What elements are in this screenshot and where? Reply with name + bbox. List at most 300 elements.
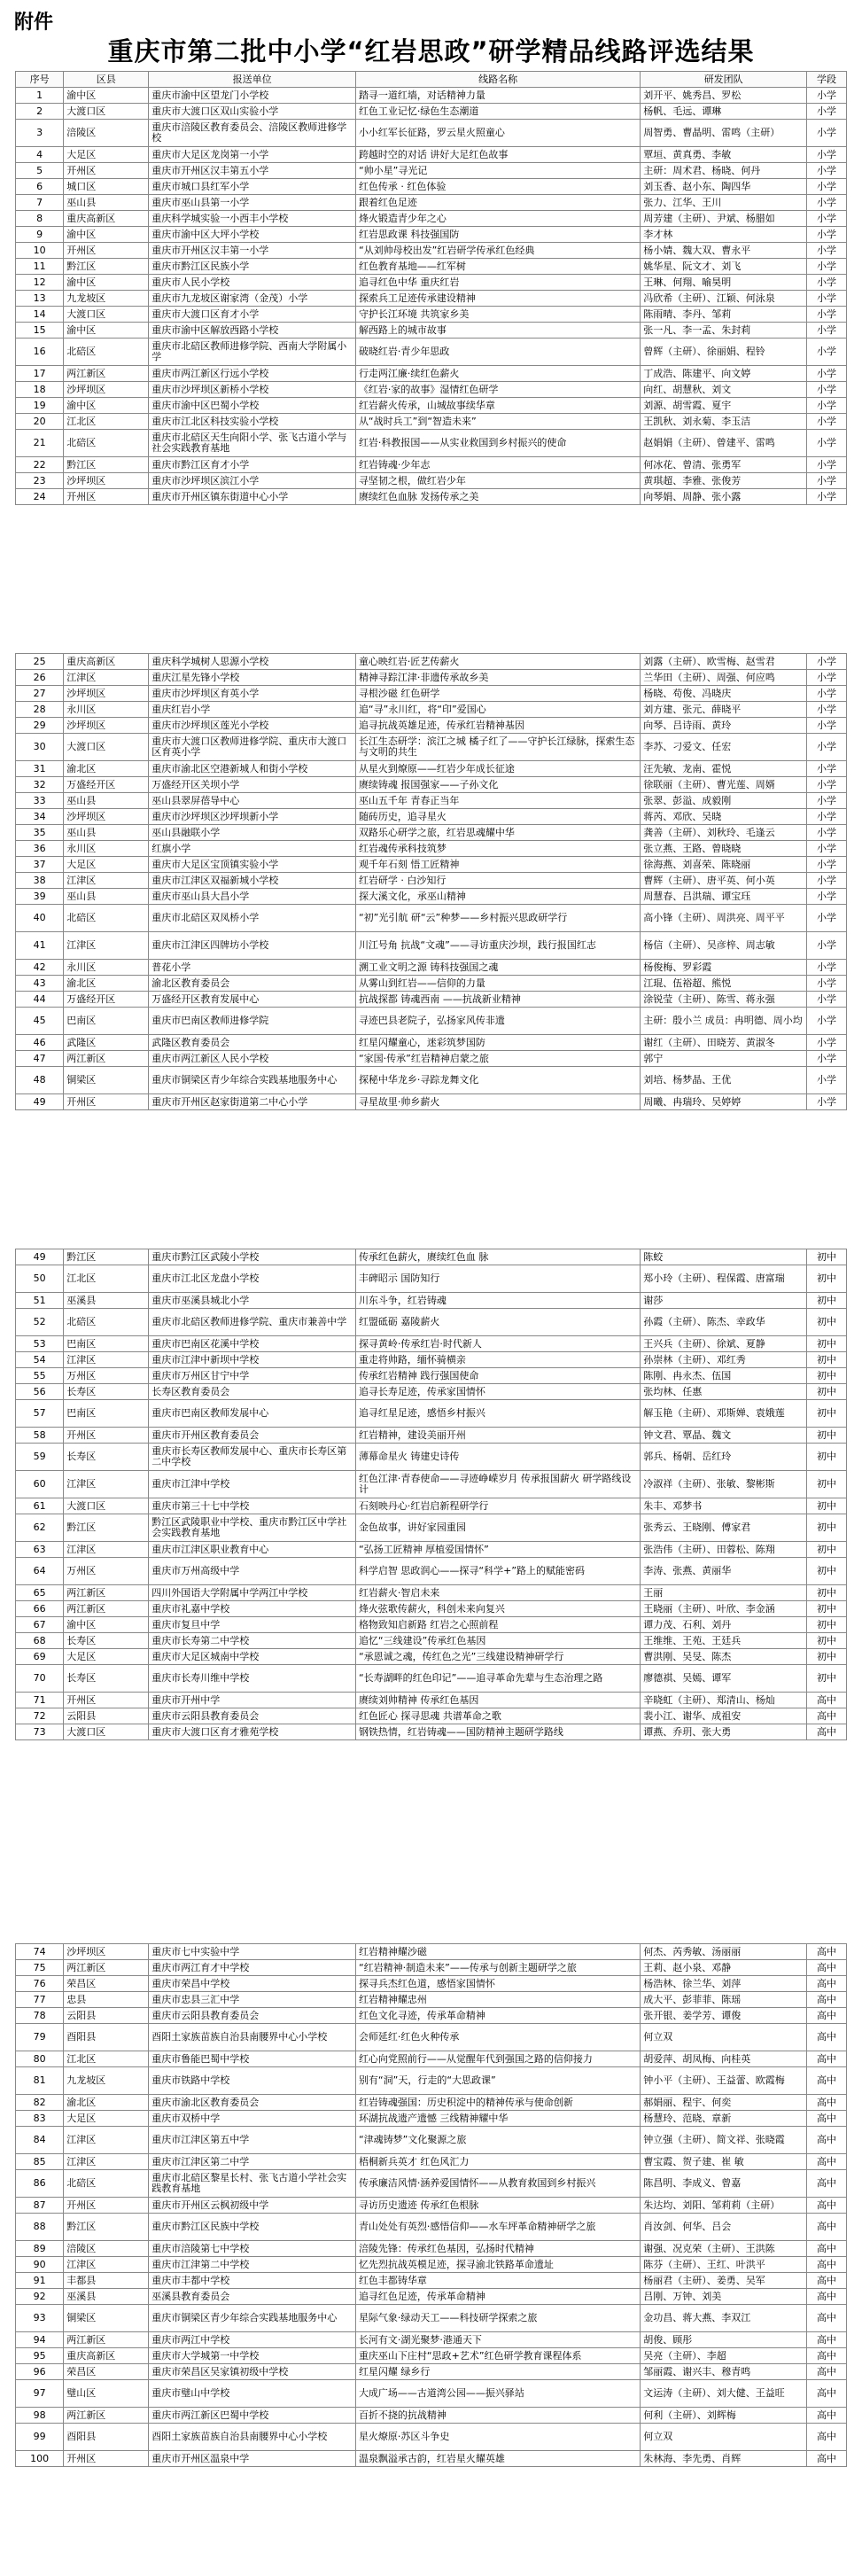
table-row [16, 323, 847, 339]
cell-team: 张浩伟（主研）、田蓉松、陈翔 [641, 1542, 807, 1558]
table-row [16, 857, 847, 873]
cell-district: 重庆高新区 [64, 654, 149, 670]
cell-district: 渝中区 [64, 227, 149, 243]
cell-stage: 高中 [807, 2273, 847, 2289]
cell-team: 张力、江华、王川 [641, 195, 807, 211]
cell-route: 百折不挠的抗战精神 [355, 2408, 640, 2424]
cell-team: 刘源、胡雪霞、夏宇 [641, 398, 807, 414]
cell-team: 曹宝霞、贺子建、崔 敏 [641, 2154, 807, 2170]
cell-index: 71 [16, 1693, 64, 1708]
cell-stage: 高中 [807, 2364, 847, 2380]
cell-unit: 重庆市大学城第一中学校 [149, 2348, 356, 2364]
cell-stage: 高中 [807, 2051, 847, 2067]
cell-route: 追“寻”永川红，将“印”爱国心 [355, 702, 640, 718]
cell-route: 红岩研学 · 白沙知行 [355, 873, 640, 889]
cell-stage: 小学 [807, 889, 847, 905]
table-row [16, 992, 847, 1008]
table-row [16, 473, 847, 489]
cell-district: 万州区 [64, 1368, 149, 1384]
table-row [16, 1384, 847, 1400]
table-header-cell: 区县 [64, 72, 149, 88]
cell-stage: 初中 [807, 1400, 847, 1428]
cell-index: 80 [16, 2051, 64, 2067]
cell-route: 探大溪文化，承巫山精神 [355, 889, 640, 905]
cell-team: 杨信（主研）、吴彦梓、周志敏 [641, 932, 807, 960]
cell-index: 9 [16, 227, 64, 243]
cell-stage: 高中 [807, 1976, 847, 1992]
table-row [16, 873, 847, 889]
cell-district: 江津区 [64, 2154, 149, 2170]
cell-stage: 初中 [807, 1665, 847, 1693]
cell-district: 渝中区 [64, 1617, 149, 1633]
cell-route: 丰碑昭示 国防知行 [355, 1265, 640, 1293]
cell-team: 朱丰、邓梦书 [641, 1498, 807, 1514]
cell-index: 98 [16, 2408, 64, 2424]
cell-team: 郭宁 [641, 1051, 807, 1067]
cell-team: 杨浩林、徐兰华、刘萍 [641, 1976, 807, 1992]
cell-stage: 初中 [807, 1585, 847, 1601]
cell-team: 陈芬（主研）、王红、叶洪平 [641, 2257, 807, 2273]
cell-route: 红岩思政课 科技强国防 [355, 227, 640, 243]
cell-unit: 重庆市渝中区大坪小学校 [149, 227, 356, 243]
table-row [16, 259, 847, 275]
cell-district: 江北区 [64, 414, 149, 430]
cell-unit: 重庆市大渡口区教师进修学院、重庆市大渡口区育英小学 [149, 734, 356, 761]
cell-route: 红星闪耀童心，迷彩筑梦国防 [355, 1035, 640, 1051]
table-row [16, 670, 847, 686]
cell-index: 33 [16, 793, 64, 809]
cell-unit: 重庆市黔江区育才小学 [149, 457, 356, 473]
cell-route: 红星闪耀 绿乡行 [355, 2364, 640, 2380]
cell-index: 53 [16, 1336, 64, 1352]
cell-stage: 初中 [807, 1444, 847, 1471]
cell-route: 破晓红岩·青少年思政 [355, 339, 640, 366]
cell-route: 薄幕命星火 铸建史诗传 [355, 1444, 640, 1471]
table-row [16, 702, 847, 718]
cell-team: 刘培、杨梦晶、王优 [641, 1067, 807, 1094]
cell-stage: 小学 [807, 873, 847, 889]
cell-index: 86 [16, 2170, 64, 2198]
cell-stage: 初中 [807, 1514, 847, 1542]
cell-district: 大渡口区 [64, 1724, 149, 1740]
cell-stage: 小学 [807, 761, 847, 777]
table-row [16, 1665, 847, 1693]
cell-index: 48 [16, 1067, 64, 1094]
table-row [16, 809, 847, 825]
cell-stage: 高中 [807, 2348, 847, 2364]
cell-team: 刘露（主研）、欧雪梅、赵雪君 [641, 654, 807, 670]
cell-stage: 小学 [807, 1035, 847, 1051]
cell-stage: 初中 [807, 1428, 847, 1444]
cell-team: 刘开平、姚秀昌、罗松 [641, 88, 807, 104]
cell-stage: 小学 [807, 777, 847, 793]
cell-unit: 重庆市双桥中学 [149, 2111, 356, 2127]
cell-district: 沙坪坝区 [64, 473, 149, 489]
cell-unit: 重庆市涪陵第七中学校 [149, 2241, 356, 2257]
cell-district: 涪陵区 [64, 2241, 149, 2257]
cell-index: 32 [16, 777, 64, 793]
table-row [16, 1601, 847, 1617]
cell-unit: 重庆市七中实验中学 [149, 1944, 356, 1960]
cell-unit: 重庆市江津区四牌坊小学校 [149, 932, 356, 960]
cell-team: 主研：殷小兰 成员：冉明德、周小均 [641, 1008, 807, 1035]
cell-index: 49 [16, 1249, 64, 1265]
cell-unit: 重庆市长寿川维中学校 [149, 1665, 356, 1693]
cell-team: 赵娟娟（主研）、曾建平、雷鸣 [641, 430, 807, 457]
cell-district: 长寿区 [64, 1384, 149, 1400]
cell-district: 巫山县 [64, 825, 149, 841]
cell-unit: 重庆市江津第二中学校 [149, 2257, 356, 2273]
cell-team: 黄琪超、李雅、张俊芳 [641, 473, 807, 489]
table-row [16, 654, 847, 670]
cell-district: 城口区 [64, 179, 149, 195]
cell-unit: 重庆市开州区汉丰第一小学 [149, 243, 356, 259]
cell-district: 两江新区 [64, 1585, 149, 1601]
cell-route: 探寻黄岭·传承红岩·时代新人 [355, 1336, 640, 1352]
cell-route: 红岩·科教报国——从实业救国到乡村振兴的使命 [355, 430, 640, 457]
cell-route: 红岩精神耀沙磁 [355, 1944, 640, 1960]
cell-stage: 小学 [807, 323, 847, 339]
cell-stage: 小学 [807, 163, 847, 179]
cell-stage: 小学 [807, 702, 847, 718]
cell-district: 长寿区 [64, 1444, 149, 1471]
cell-stage: 高中 [807, 2241, 847, 2257]
cell-route: 解西路上的城市故事 [355, 323, 640, 339]
cell-index: 47 [16, 1051, 64, 1067]
cell-index: 5 [16, 163, 64, 179]
cell-district: 两江新区 [64, 2408, 149, 2424]
page-title: 重庆市第二批中小学“红岩思政”研学精品线路评选结果 [107, 36, 755, 66]
cell-route: 长江生态研学：滨江之城 橘子红了——守护长江绿脉，探索生态与文明的共生 [355, 734, 640, 761]
cell-route: 红岩铸魂·少年志 [355, 457, 640, 473]
cell-index: 54 [16, 1352, 64, 1368]
cell-stage: 高中 [807, 2170, 847, 2198]
cell-index: 72 [16, 1708, 64, 1724]
cell-route: 红岩铸魂强国：历史积淀中的精神传承与使命创新 [355, 2095, 640, 2111]
table-header-cell: 研发团队 [641, 72, 807, 88]
cell-index: 1 [16, 88, 64, 104]
cell-stage: 小学 [807, 179, 847, 195]
table-row [16, 2380, 847, 2408]
cell-team: 何冰花、曾清、张勇军 [641, 457, 807, 473]
cell-team: 王琳、何翔、喻昊明 [641, 275, 807, 291]
cell-unit: 重庆科学城树人思源小学校 [149, 654, 356, 670]
cell-team: 龚善（主研）、刘秋玲、毛逢云 [641, 825, 807, 841]
cell-index: 10 [16, 243, 64, 259]
cell-route: 随砖历史，追寻星火 [355, 809, 640, 825]
cell-team: 吴亮（主研）、李超 [641, 2348, 807, 2364]
cell-district: 黔江区 [64, 457, 149, 473]
cell-route: 长河有文·湖光聚梦·港通天下 [355, 2332, 640, 2348]
cell-index: 50 [16, 1265, 64, 1293]
cell-district: 大足区 [64, 857, 149, 873]
cell-route: “红岩精神·制造未来”——传承与创新主题研学之旅 [355, 1960, 640, 1976]
cell-index: 36 [16, 841, 64, 857]
table-row [16, 686, 847, 702]
cell-route: 重走将帅路，缅怀骑横亲 [355, 1352, 640, 1368]
cell-index: 6 [16, 179, 64, 195]
cell-team: 钟立强（主研）、简文祥、张晓霞 [641, 2127, 807, 2154]
cell-stage: 初中 [807, 1498, 847, 1514]
cell-district: 沙坪坝区 [64, 809, 149, 825]
table-row [16, 2273, 847, 2289]
table-row [16, 163, 847, 179]
cell-index: 19 [16, 398, 64, 414]
cell-team: 杨慧玲、范晓、章新 [641, 2111, 807, 2127]
cell-team: 何杰、芮秀敏、汤丽丽 [641, 1944, 807, 1960]
cell-district: 黔江区 [64, 2214, 149, 2241]
cell-district: 北碚区 [64, 2170, 149, 2198]
cell-unit: 重庆市大渡口区育才小学 [149, 307, 356, 323]
table-row [16, 195, 847, 211]
cell-stage: 小学 [807, 195, 847, 211]
cell-district: 渝北区 [64, 976, 149, 992]
cell-team: 朱林海、李先勇、肖辉 [641, 2451, 807, 2467]
cell-stage: 高中 [807, 2424, 847, 2451]
table-row [16, 2170, 847, 2198]
table-row [16, 457, 847, 473]
cell-team: 冷淑祥（主研）、张敏、黎彬斯 [641, 1471, 807, 1498]
cell-index: 27 [16, 686, 64, 702]
cell-index: 89 [16, 2241, 64, 2257]
cell-unit: 重庆市涪陵区教育委员会、涪陵区教师进修学校 [149, 120, 356, 147]
cell-unit: 万盛经开区教育发展中心 [149, 992, 356, 1008]
cell-index: 38 [16, 873, 64, 889]
cell-route: 寻根沙磁 红色研学 [355, 686, 640, 702]
cell-stage: 小学 [807, 489, 847, 505]
cell-unit: 重庆市开州区温泉中学 [149, 2451, 356, 2467]
cell-unit: 重庆市两江新区巴蜀中学校 [149, 2408, 356, 2424]
cell-stage: 初中 [807, 1336, 847, 1352]
cell-unit: 重庆市复旦中学 [149, 1617, 356, 1633]
cell-index: 41 [16, 932, 64, 960]
cell-stage: 高中 [807, 2451, 847, 2467]
cell-team: 李涛、张燕、黄丽华 [641, 1558, 807, 1585]
cell-unit: 重庆市巴南区教师发展中心 [149, 1400, 356, 1428]
cell-unit: 重庆市江津区双福新城小学校 [149, 873, 356, 889]
cell-route: 红心向党照前行——从觉醒年代到强国之路的信仰接力 [355, 2051, 640, 2067]
cell-index: 7 [16, 195, 64, 211]
cell-district: 大足区 [64, 2111, 149, 2127]
cell-route: 巫山五千年 青春正当年 [355, 793, 640, 809]
cell-team: 周智勇、曹晶明、雷鸣（主研） [641, 120, 807, 147]
cell-index: 79 [16, 2024, 64, 2051]
table-row [16, 1617, 847, 1633]
table-row [16, 1336, 847, 1352]
cell-district: 黔江区 [64, 1249, 149, 1265]
cell-unit: 重庆市长寿区教师发展中心、重庆市长寿区第二中学校 [149, 1444, 356, 1471]
table-row [16, 1944, 847, 1960]
cell-route: 寻迹巴县老院子，弘扬家风传非遗 [355, 1008, 640, 1035]
cell-index: 68 [16, 1633, 64, 1649]
table-row [16, 1067, 847, 1094]
cell-stage: 小学 [807, 718, 847, 734]
cell-route: 格物致知启新路 红岩之心照前程 [355, 1617, 640, 1633]
table-row [16, 718, 847, 734]
cell-team: 刘玉香、赵小东、陶四华 [641, 179, 807, 195]
table-row [16, 227, 847, 243]
cell-district: 沙坪坝区 [64, 1944, 149, 1960]
cell-team: 肖汝剑、何华、吕会 [641, 2214, 807, 2241]
cell-team: 谭力茂、石利、刘丹 [641, 1617, 807, 1633]
cell-team: 郝娟丽、程宇、何奕 [641, 2095, 807, 2111]
cell-route: “家国·传承”红岩精神启蒙之旅 [355, 1051, 640, 1067]
cell-index: 34 [16, 809, 64, 825]
cell-route: 双路乐心研学之旅，红岩思魂耀中华 [355, 825, 640, 841]
table-row [16, 1976, 847, 1992]
cell-stage: 小学 [807, 120, 847, 147]
cell-route: 跨越时空的对话 讲好大足红色故事 [355, 147, 640, 163]
cell-stage: 小学 [807, 147, 847, 163]
cell-index: 58 [16, 1428, 64, 1444]
table-header-cell: 线路名称 [355, 72, 640, 88]
cell-route: 忆先烈抗战英模足迹，探寻渝北铁路革命遗址 [355, 2257, 640, 2273]
cell-stage: 高中 [807, 1992, 847, 2008]
cell-route: 追寻长寿足迹，传承家国情怀 [355, 1384, 640, 1400]
cell-stage: 小学 [807, 960, 847, 976]
table-row [16, 1428, 847, 1444]
cell-district: 渝中区 [64, 88, 149, 104]
cell-stage: 初中 [807, 1471, 847, 1498]
cell-stage: 初中 [807, 1293, 847, 1309]
table-row [16, 2348, 847, 2364]
results-table-section [15, 653, 847, 1110]
cell-stage: 小学 [807, 932, 847, 960]
cell-unit: 巫山县融联小学 [149, 825, 356, 841]
cell-route: “津魂铸梦”文化聚源之旅 [355, 2127, 640, 2154]
cell-team: 陈蛟 [641, 1249, 807, 1265]
cell-route: 科学启智 思政润心——探寻“科学+”路上的赋能密码 [355, 1558, 640, 1585]
cell-route: 追寻红色中华 重庆红岩 [355, 275, 640, 291]
cell-district: 巫山县 [64, 793, 149, 809]
table-row [16, 1368, 847, 1384]
cell-district: 重庆高新区 [64, 211, 149, 227]
cell-team: 向琴、吕诗雨、黄玲 [641, 718, 807, 734]
cell-team: 朱达均、刘阳、邹莉莉（主研） [641, 2198, 807, 2214]
cell-route: 守护长江环境 共筑家乡美 [355, 307, 640, 323]
cell-unit: 重庆市铜梁区青少年综合实践基地服务中心 [149, 2305, 356, 2332]
cell-index: 73 [16, 1724, 64, 1740]
table-row [16, 2451, 847, 2467]
cell-index: 30 [16, 734, 64, 761]
cell-index: 88 [16, 2214, 64, 2241]
cell-unit: 重庆市万州高级中学 [149, 1558, 356, 1585]
results-table-section [15, 1249, 847, 1740]
cell-district: 江津区 [64, 1542, 149, 1558]
cell-team: 孙霞（主研）、陈杰、幸政华 [641, 1309, 807, 1336]
cell-index: 65 [16, 1585, 64, 1601]
cell-stage: 小学 [807, 291, 847, 307]
cell-district: 开州区 [64, 489, 149, 505]
cell-team: 何立双 [641, 2024, 807, 2051]
cell-index: 49 [16, 1094, 64, 1110]
cell-route: 寻星故里·帅乡薪火 [355, 1094, 640, 1110]
cell-stage: 高中 [807, 1708, 847, 1724]
table-row [16, 1558, 847, 1585]
cell-index: 74 [16, 1944, 64, 1960]
cell-district: 万盛经开区 [64, 992, 149, 1008]
cell-unit: 重庆市沙坪坝区莲光小学校 [149, 718, 356, 734]
table-row [16, 88, 847, 104]
cell-unit: 重庆科学城实验一小西丰小学校 [149, 211, 356, 227]
cell-stage: 初中 [807, 1384, 847, 1400]
cell-team: 周芳建（主研）、尹斌、杨腊如 [641, 211, 807, 227]
cell-stage: 高中 [807, 1693, 847, 1708]
table-header-cell: 学段 [807, 72, 847, 88]
cell-index: 31 [16, 761, 64, 777]
cell-district: 万州区 [64, 1558, 149, 1585]
cell-unit: 重庆市两江新区人民小学校 [149, 1051, 356, 1067]
cell-route: “从刘帅母校出发”红岩研学传承红色经典 [355, 243, 640, 259]
cell-district: 巴南区 [64, 1008, 149, 1035]
cell-unit: 重庆市北碚区黎星长村、张飞古道小学社会实践教育基地 [149, 2170, 356, 2198]
cell-route: 赓续刘帅精神 传承红色基因 [355, 1693, 640, 1708]
cell-index: 61 [16, 1498, 64, 1514]
cell-index: 97 [16, 2380, 64, 2408]
cell-route: 传承红色薪火，赓续红色血 脉 [355, 1249, 640, 1265]
cell-index: 67 [16, 1617, 64, 1633]
cell-district: 荣昌区 [64, 1976, 149, 1992]
cell-district: 巴南区 [64, 1336, 149, 1352]
cell-unit: 重庆市江津区第二中学 [149, 2154, 356, 2170]
cell-team: 涂锐莹（主研）、陈雪、蒋永强 [641, 992, 807, 1008]
cell-index: 55 [16, 1368, 64, 1384]
cell-stage: 小学 [807, 1067, 847, 1094]
cell-index: 13 [16, 291, 64, 307]
cell-index: 17 [16, 366, 64, 382]
cell-unit: 巫溪县教育委员会 [149, 2289, 356, 2305]
cell-district: 大渡口区 [64, 307, 149, 323]
cell-index: 77 [16, 1992, 64, 2008]
cell-index: 87 [16, 2198, 64, 2214]
cell-district: 沙坪坝区 [64, 686, 149, 702]
cell-district: 九龙坡区 [64, 2067, 149, 2095]
cell-unit: 武隆区教育委员会 [149, 1035, 356, 1051]
cell-unit: 重庆市黔江区武陵小学校 [149, 1249, 356, 1265]
cell-stage: 小学 [807, 275, 847, 291]
cell-team: 王凯秋、刘永菊、李玉洁 [641, 414, 807, 430]
cell-stage: 小学 [807, 243, 847, 259]
cell-district: 江津区 [64, 670, 149, 686]
cell-stage: 小学 [807, 227, 847, 243]
table-row [16, 1992, 847, 2008]
cell-unit: 重庆市渝中区望龙门小学校 [149, 88, 356, 104]
cell-index: 83 [16, 2111, 64, 2127]
cell-stage: 初中 [807, 1601, 847, 1617]
cell-index: 85 [16, 2154, 64, 2170]
cell-team: 陈雨晴、李丹、邹莉 [641, 307, 807, 323]
results-table-section [15, 71, 847, 505]
cell-unit: 重庆市丰都中学校 [149, 2273, 356, 2289]
cell-unit: 重庆市开州区汉丰第五小学 [149, 163, 356, 179]
cell-team: 谢强、况克荣（主研）、王洪陈 [641, 2241, 807, 2257]
table-row [16, 489, 847, 505]
cell-unit: 巫山县翠屏蓓导中心 [149, 793, 356, 809]
cell-stage: 小学 [807, 339, 847, 366]
cell-stage: 初中 [807, 1633, 847, 1649]
cell-team: 丁成浩、陈建平、向文婷 [641, 366, 807, 382]
table-row [16, 2127, 847, 2154]
cell-team: 钟小平（主研）、王益蕾、欧霞梅 [641, 2067, 807, 2095]
cell-index: 8 [16, 211, 64, 227]
cell-stage: 高中 [807, 2305, 847, 2332]
cell-index: 91 [16, 2273, 64, 2289]
cell-unit: 重庆市巴南区教师进修学院 [149, 1008, 356, 1035]
cell-route: 石刻映丹心·红岩启新程研学行 [355, 1498, 640, 1514]
cell-index: 18 [16, 382, 64, 398]
cell-district: 两江新区 [64, 1051, 149, 1067]
cell-index: 82 [16, 2095, 64, 2111]
